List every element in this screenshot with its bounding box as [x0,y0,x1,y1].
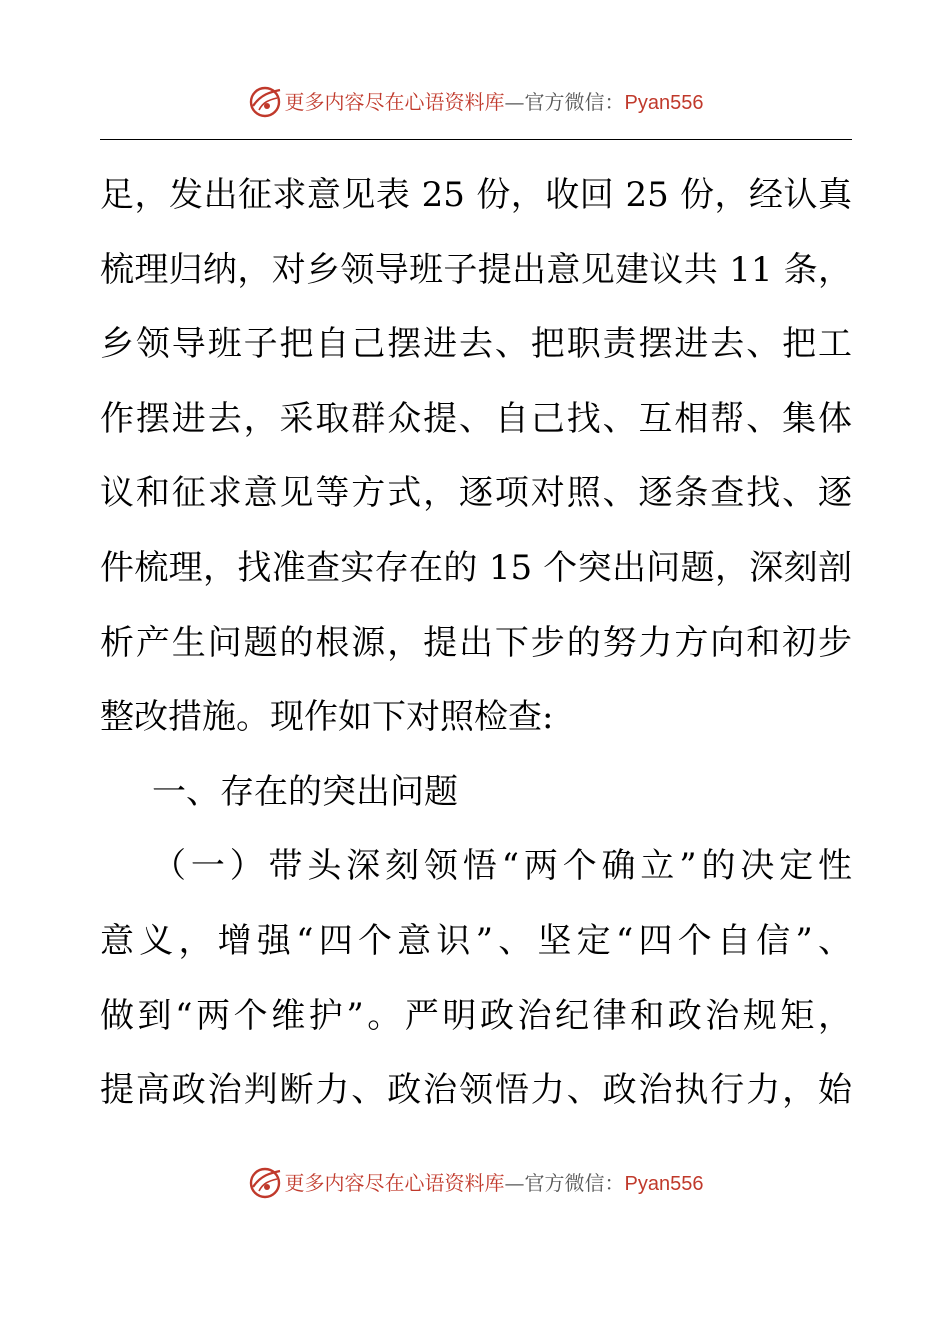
footer-wechat-id: Pyan556 [624,1172,704,1195]
section-heading: 一、存在的突出问题 [152,771,458,812]
body-line: 作摆进去，采取群众提、自己找、互相帮、集体 [100,398,852,439]
header-text [285,84,704,121]
header-wechat-id: Pyan556 [624,91,704,114]
document-body [100,158,852,1128]
header-main-text: 更多内容尽在心语资料库 [284,89,505,114]
footer-wechat-label: 官方微信： [524,1170,625,1195]
brand-logo-icon [247,1165,283,1201]
body-line: 整改措施。现作如下对照检查: [100,697,554,738]
body-line: 意义，增强“四个意识”、坚定“四个自信”、 [100,920,852,961]
body-line: 提高政治判断力、政治领悟力、政治执行力，始 [100,1070,852,1111]
body-line: 乡领导班子把自己摆进去、把职责摆进去、把工 [100,324,852,365]
body-line: 析产生问题的根源，提出下步的努力方向和初步 [100,622,852,663]
footer-banner [0,1163,950,1203]
header-rule [100,139,852,140]
header-wechat-label: 官方微信： [524,89,625,114]
brand-logo-icon [247,84,283,120]
body-line: 做到“两个维护”。严明政治纪律和政治规矩， [100,995,852,1036]
subsection-heading: （一）带头深刻领悟“两个确立”的决定性 [152,846,852,887]
body-line: 足，发出征求意见表 25 份，收回 25 份，经认真 [100,175,852,215]
header-banner [0,82,950,122]
footer-text [285,1165,704,1202]
footer-main-text: 更多内容尽在心语资料库 [284,1170,505,1195]
header-dash: — [504,89,525,114]
body-line: 梳理归纳，对乡领导班子提出意见建议共 11 条， [100,249,852,290]
body-line: 件梳理，找准查实存在的 15 个突出问题，深刻剖 [100,547,852,588]
body-line: 议和征求意见等方式，逐项对照、逐条查找、逐 [100,473,852,514]
footer-dash: — [504,1170,525,1195]
